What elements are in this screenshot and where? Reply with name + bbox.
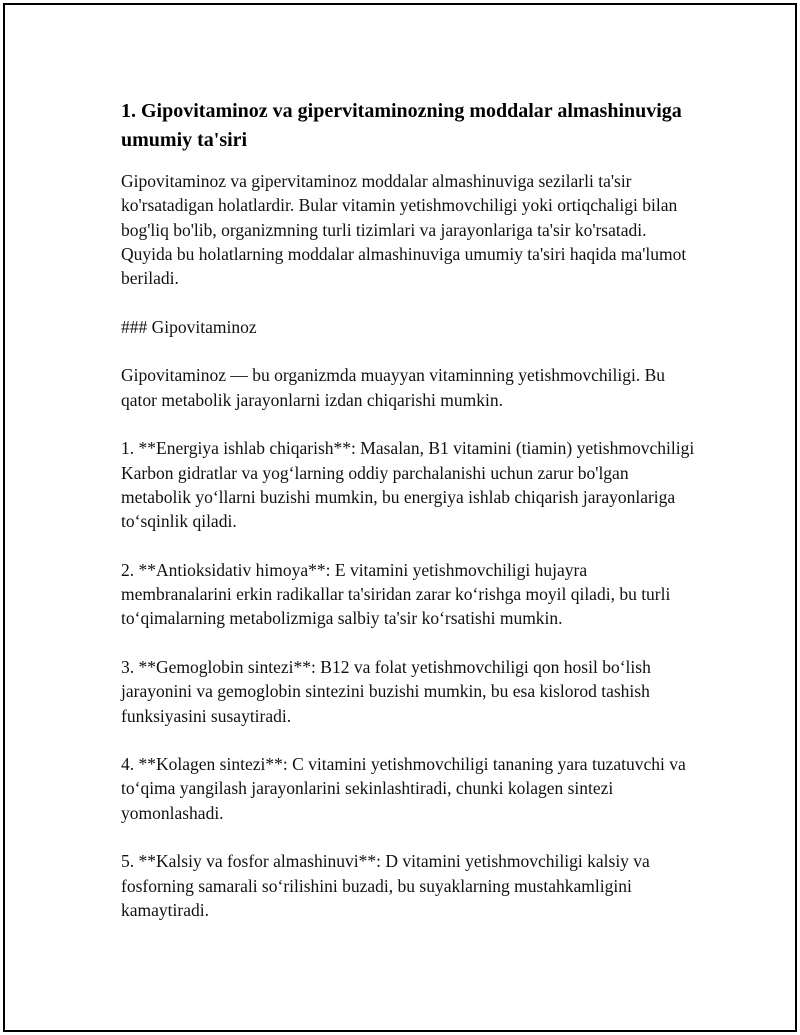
- page-frame: [3, 3, 797, 1032]
- document-title: 1. Gipovitaminoz va gipervitaminozning moddalar almashinuviga umumiy ta'siri: [121, 100, 682, 151]
- section-heading-gipovitaminoz: ### Gipovitaminoz: [121, 316, 257, 337]
- list-item-gemoglobin: 3. **Gemoglobin sintezi**: B12 va folat yetishmovchiligi qon hosil bo‘lish jarayonini va gemoglobin sintezini buzishi mumkin, bu esa kislorod tashish funksiyasini susaytiradi.: [121, 656, 651, 726]
- document-body: [121, 97, 701, 947]
- intro-paragraph: Gipovitaminoz va gipervitaminoz moddalar almashinuviga sezilarli ta'sir ko'rsatadigan holatlardir. Bular vitamin yetishmovchiligi yoki ortiqchaligi bilan bog'liq bo'lib, organizmning turli tizimlari va jarayonlariga ta'sir ko'rsatadi. Quyida bu holatlarning moddalar almashinuviga umumiy ta'siri haqida ma'lumot beriladi.: [121, 171, 687, 289]
- list-item-kolagen: 4. **Kolagen sintezi**: C vitamini yetishmovchiligi tananing yara tuzatuvchi va to‘qima yangilash jarayonlarini sekinlashtiradi, chunki kolagen sintezi yomonlashadi.: [121, 754, 686, 823]
- list-item-kalsiy: 5. **Kalsiy va fosfor almashinuvi**: D vitamini yetishmovchiligi kalsiy va fosforning samarali so‘rilishini buzadi, bu suyaklarning mustahkamligini kamaytiradi.: [121, 851, 650, 920]
- list-item-antioksidativ: 2. **Antioksidativ himoya**: E vitamini yetishmovchiligi hujayra membranalarini erkin radikallar ta'siridan zarar ko‘rishga moyil qiladi, bu turli to‘qimalarning metabolizmiga salbiy ta'sir ko‘rsatishi mumkin.: [121, 559, 671, 629]
- definition-paragraph: Gipovitaminoz — bu organizmda muayyan vitaminning yetishmovchiligi. Bu qator metabolik jarayonlarni izdan chiqarishi mumkin.: [121, 365, 666, 410]
- list-item-energiya: 1. **Energiya ishlab chiqarish**: Masalan, B1 vitamini (tiamin) yetishmovchiligi Karbon gidratlar va yog‘larning oddiy parchalanishi uchun zarur bo'lgan metabolik yo‘llarni buzishi mumkin, bu energiya ishlab chiqarish jarayonlariga to‘sqinlik qiladi.: [121, 438, 695, 532]
